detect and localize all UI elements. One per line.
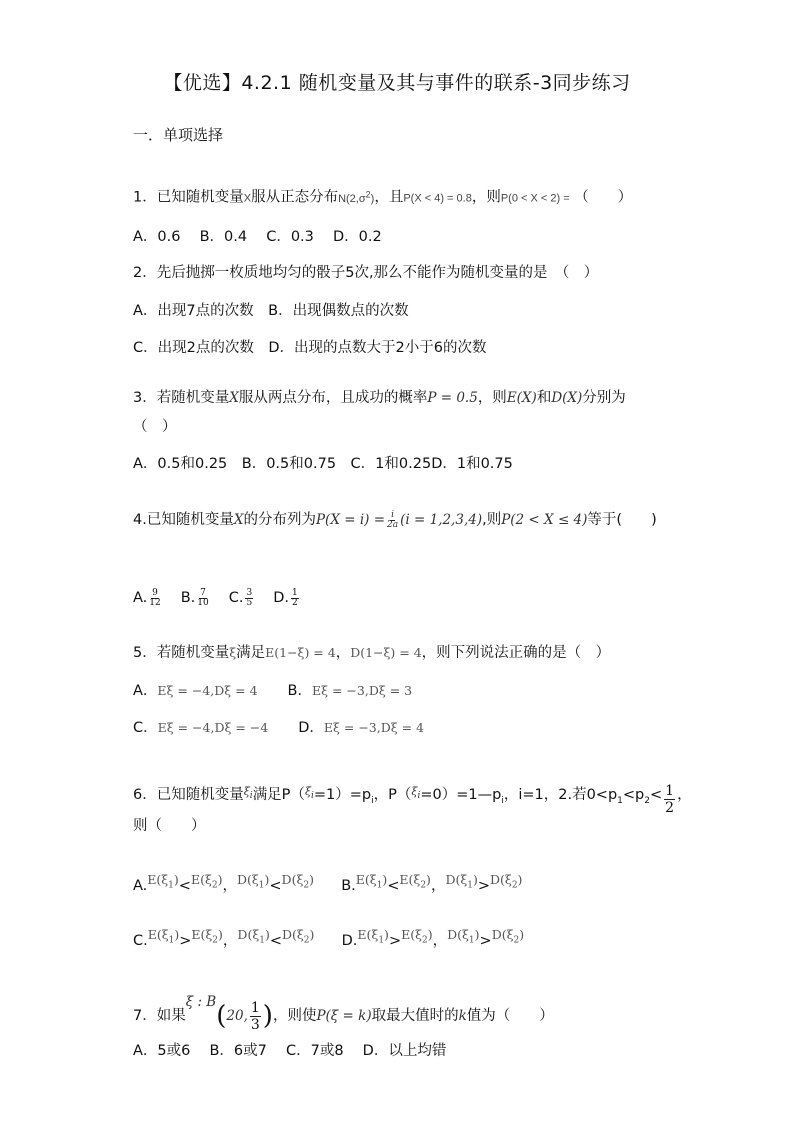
sub: 2 [511,880,518,891]
question-5-options-cd [133,718,424,738]
q7-text-3: 取最大值时的 [371,1008,459,1024]
q4-fraction [387,511,398,530]
question-6-then: 则（ ） [133,818,206,834]
xi-symbol: ξ [304,785,311,798]
frac-num: 3 [246,587,253,598]
q6-sub-1: 1 [617,795,623,806]
q6-c-d2 [282,927,315,946]
close: ) [264,927,270,942]
q4-prob-2: P(2 < X ≤ 4) [501,512,588,528]
xi-sub: i [417,791,421,802]
q6-a-d2 [281,872,314,891]
q6-text-4: ，P（ [373,787,412,803]
q4-text-2: 的分布列为 [243,512,316,528]
q5-expectation: E(1−ξ) = 4 [265,645,336,660]
frac-num: 1 [250,999,260,1016]
close: ) [173,872,179,887]
frac-num: 1 [292,587,298,598]
sub: 1 [378,935,385,946]
q4-text-4: 等于( ) [587,512,657,528]
q6-b-e2 [399,872,431,891]
sub: 1 [258,880,265,891]
q6-a-d1 [236,872,270,891]
q3-text-5: 分别为 [582,390,626,406]
q4-range: (i = 1,2,3,4) [400,512,483,528]
q6-d-d1 [447,927,480,946]
d-xi: D(ξ [491,927,514,942]
question-3-stem [133,388,626,408]
sub: 2 [420,880,427,891]
q4-opt-b: B. [180,590,196,606]
q6-text-7: <p [622,787,645,803]
q7-var-k: k [458,1008,467,1024]
close: ) [382,872,388,887]
q5-opt-d-value: Eξ = −3,Dξ = 4 [323,720,425,735]
q5-text-2: 满足 [236,645,266,661]
close: ) [217,872,223,887]
question-2-options-ab: A．出现7点的次数 B．出现偶数点的次数 [133,303,409,319]
q4-opt-a: A. [133,590,148,606]
q4-frac-num: i [391,509,394,520]
q5-opt-a-value: Eξ = −4,Dξ = 4 [157,683,258,698]
sub: 2 [303,935,310,946]
e-xi: E(ξ [190,872,212,887]
q1-text-4: ，则 [471,189,501,206]
section-heading: 一．单项选择 [133,126,224,144]
q7-binomial: ξ : B [185,994,217,1010]
q6-d-rel-2: > [479,933,492,949]
e-xi: E(ξ [147,927,169,942]
q5-sep: ， [335,645,351,661]
q1-answer-paren: （ ） [574,189,633,206]
frac-num: 7 [200,587,206,598]
xi-symbol: ξ [411,785,418,798]
q5-opt-a: A． [133,683,158,699]
q5-text-1: 若随机变量 [156,645,230,661]
question-3-answer-paren: （ ） [133,419,177,435]
question-2-stem: 2．先后抛掷一枚质地均匀的骰子5次,那么不能作为随机变量的是 （ ） [133,265,599,281]
comma: ， [222,933,238,949]
close: ) [519,927,525,942]
close: ) [309,872,314,887]
comma: ， [432,933,448,949]
comma: ， [222,878,237,894]
q1-normal-sup: 2 [365,189,371,199]
question-number: 1． [133,189,157,206]
e-xi: E(ξ [191,927,213,942]
frac-num: 9 [152,587,158,598]
q6-a-rel-2: < [269,878,282,894]
question-number: 5． [133,645,157,661]
q1-prob-1: P(X < 4) = 0.8 [403,192,472,205]
q6-sub-i: i [501,795,504,806]
question-6-options-ab [133,870,522,896]
question-1-options: A．0.6 B．0.4 C．0.3 D．0.2 [133,229,382,245]
q3-variance: D(X) [551,390,583,406]
q6-text-8: < [649,787,663,803]
q3-text-3: ，则 [477,390,507,406]
d-xi: D(ξ [445,872,468,887]
q6-a-e1 [147,872,179,891]
q1-normal-a: N(2,σ [338,192,366,205]
q4-prob: P(X = i) = [315,512,386,528]
q5-opt-b: B． [287,683,312,699]
q6-b-rel-1: < [387,878,400,894]
q3-prob: P = 0.5 [427,390,478,406]
q5-text-3: ，则下列说法正确的是（ ） [421,645,611,661]
xi-symbol: ξ [243,785,250,798]
q6-a-rel-1: < [178,878,191,894]
q6-text-6: ，i=1，2.若0<p [503,787,618,803]
q4-frac-den: 2a [387,519,399,530]
question-4-options [133,588,301,608]
frac-num: 1 [665,783,675,799]
frac-den: 3 [250,1016,260,1033]
sub: 2 [211,880,218,891]
q3-text-2: 服从两点分布，且成功的概率 [238,390,428,406]
sub: 1 [259,935,265,946]
question-2-options-cd: C．出现2点的次数 D．出现的点数大于2小于6的次数 [133,340,487,356]
close: ) [426,872,431,887]
close: ) [309,927,315,942]
frac-den: 2 [665,800,675,816]
q6-sub-2: 2 [644,795,650,806]
q1-var-x: X [243,192,252,205]
q4-opt-d-frac [291,589,299,608]
question-1-stem [133,184,632,209]
close: ) [427,927,433,942]
q6-text-5: =0）=1—p [420,787,502,803]
q6-b-d1 [445,872,478,891]
q7-n: 20, [226,1008,248,1024]
frac-den: 5 [246,597,253,608]
question-5-stem [133,643,610,663]
q1-text-2: 服从正态分布 [251,189,339,206]
q3-text-1: 若随机变量 [156,390,230,406]
question-5-options-ab [133,681,412,701]
sub: 1 [468,935,475,946]
xi-sub: i [249,791,253,802]
q6-xi-2 [304,785,314,802]
question-4-stem [133,510,657,530]
q6-opt-b: B. [341,878,356,894]
q7-prob: P(ξ = k) [316,1008,372,1024]
close: ) [517,872,523,887]
q6-a-e2 [190,872,223,891]
question-number: 7． [133,1008,157,1024]
d-xi: D(ξ [490,872,512,887]
q4-opt-a-frac [149,589,160,608]
q7-text-1: 如果 [156,1008,186,1024]
question-number: 6． [133,787,157,803]
q6-b-d2 [490,872,523,891]
q5-opt-c-value: Eξ = −4,Dξ = −4 [157,720,269,735]
q6-sub-i: i [371,795,374,806]
sub: 1 [467,880,473,891]
q7-paren-close: ) [262,1001,273,1031]
q5-opt-c: C． [133,720,158,736]
q4-var-x: X [233,512,244,528]
sub: 2 [212,935,219,946]
d-xi: D(ξ [237,927,260,942]
q6-fraction [664,783,675,816]
comma: ， [430,878,446,894]
close: ) [472,872,478,887]
q7-text-4: 值为（ ） [466,1008,554,1024]
q6-d-e1 [357,927,389,946]
q6-opt-d: D. [341,933,358,949]
frac-den: 12 [149,597,161,608]
d-xi: D(ξ [281,872,304,887]
sub: 2 [303,880,310,891]
close: ) [264,872,270,887]
q1-normal-close: ) [370,192,375,205]
question-7-stem [133,992,554,1033]
close: ) [174,927,180,942]
q7-text-2: ，则使 [272,1008,317,1024]
q4-text-1: 已知随机变量 [146,512,234,528]
close: ) [218,927,223,942]
e-xi: E(ξ [355,872,377,887]
q4-opt-b-frac [197,589,208,608]
e-xi: E(ξ [399,872,421,887]
sub: 1 [168,935,175,946]
q6-xi-1 [243,785,253,802]
q6-b-e1 [355,872,388,891]
q6-text-1: 已知随机变量 [156,787,244,803]
q6-d-rel-1: > [388,933,402,949]
q6-c-d1 [237,927,270,946]
question-6-options-cd [133,925,524,951]
frac-den: 2 [292,597,298,608]
q5-variance: D(1−ξ) = 4 [350,645,422,660]
q6-c-e2 [191,927,223,946]
question-7-options: A．5或6 B．6或7 C．7或8 D．以上均错 [133,1043,447,1059]
question-6-stem [133,782,692,816]
q6-text-2: 满足P（ [252,787,305,803]
q4-text-3: ,则 [482,512,502,528]
q6-xi-3 [411,785,421,802]
q6-text-3: =1）=p [313,787,372,803]
xi-sub: i [311,791,314,802]
close: ) [474,927,480,942]
q5-opt-b-value: Eξ = −3,Dξ = 3 [312,683,413,698]
sub: 1 [168,880,174,891]
d-xi: D(ξ [236,872,259,887]
q1-normal-dist [338,189,375,205]
q3-expectation: E(X) [506,390,537,406]
q1-text-3: ，且 [374,189,404,206]
q7-fraction [250,1000,261,1033]
d-xi: D(ξ [447,927,469,942]
e-xi: E(ξ [147,872,169,887]
q4-opt-c-frac [245,589,253,608]
e-xi: E(ξ [357,927,379,942]
q6-text-9: ， [677,787,692,803]
e-xi: E(ξ [401,927,422,942]
q6-opt-c: C. [133,933,148,949]
q3-text-4: 和 [536,390,552,406]
question-number: 3． [133,390,157,406]
sub: 2 [421,935,428,946]
q6-b-rel-2: > [477,878,491,894]
sub: 2 [513,935,520,946]
d-xi: D(ξ [282,927,304,942]
q7-paren-open: ( [216,1001,227,1031]
q1-text-1: 已知随机变量 [156,189,244,206]
frac-den: 10 [197,597,209,608]
q6-d-d2 [491,927,525,946]
question-3-options: A．0.5和0.25 B．0.5和0.75 C．1和0.25D．1和0.75 [133,456,513,472]
page-title: 【优选】4.2.1 随机变量及其与事件的联系-3同步练习 [163,72,631,94]
q4-opt-d: D. [273,590,289,606]
q4-opt-c: C. [228,590,244,606]
sub: 1 [376,880,383,891]
q6-c-e1 [147,927,180,946]
q3-var-x: X [229,390,239,406]
q1-prob-2: P(0 < X < 2) = [500,192,570,205]
q6-c-rel-2: < [269,933,282,949]
q5-opt-d: D． [298,720,324,736]
question-number: 4. [133,512,147,528]
close: ) [384,927,389,942]
q5-var-xi: ξ [229,645,237,660]
q6-c-rel-1: > [179,933,192,949]
q6-d-e2 [401,927,433,946]
q6-opt-a: A. [133,878,148,894]
